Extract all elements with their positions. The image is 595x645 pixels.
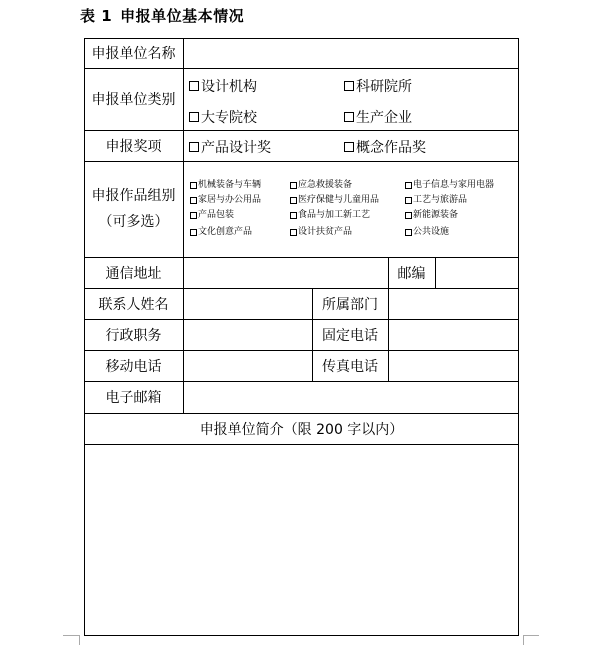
group-option-electronics[interactable]: 电子信息与家用电器 xyxy=(405,180,494,191)
group-option-energy[interactable]: 新能源装备 xyxy=(405,210,458,221)
checkbox[interactable] xyxy=(189,112,199,122)
address-label: 通信地址 xyxy=(105,265,162,282)
checkbox[interactable] xyxy=(290,212,297,219)
department-label: 所属部门 xyxy=(322,296,378,313)
unit-type-option-design[interactable]: 设计机构 xyxy=(189,76,257,96)
group-option-culture[interactable]: 文化创意产品 xyxy=(190,227,252,238)
group-label: 申报作品组别 xyxy=(91,188,176,204)
department-field[interactable] xyxy=(389,289,518,319)
group-option-poverty[interactable]: 设计扶贫产品 xyxy=(290,227,352,238)
group-option-rescue[interactable]: 应急救援装备 xyxy=(290,180,352,191)
award-option-product[interactable]: 产品设计奖 xyxy=(189,137,271,157)
checkbox[interactable] xyxy=(405,212,412,219)
mobile-label: 移动电话 xyxy=(105,358,162,375)
fax-label: 传真电话 xyxy=(322,358,378,375)
award-label: 申报奖项 xyxy=(105,138,162,155)
landline-label: 固定电话 xyxy=(322,327,378,344)
postcode-field[interactable] xyxy=(436,258,518,288)
group-option-public[interactable]: 公共设施 xyxy=(405,227,449,238)
group-option-medical[interactable]: 医疗保健与儿童用品 xyxy=(290,195,379,206)
checkbox[interactable] xyxy=(190,182,197,189)
checkbox[interactable] xyxy=(405,182,412,189)
group-label-cell xyxy=(84,161,183,257)
page-corner-mark xyxy=(79,635,80,645)
group-option-craft[interactable]: 工艺与旅游品 xyxy=(405,195,467,206)
contact-field[interactable] xyxy=(184,289,312,319)
email-label: 电子邮箱 xyxy=(105,390,162,406)
table-title-text: 申报单位基本情况 xyxy=(120,7,245,25)
checkbox[interactable] xyxy=(190,229,197,236)
postcode-label: 邮编 xyxy=(397,265,426,282)
unit-name-label: 申报单位名称 xyxy=(91,46,176,62)
table-number: 表 1 xyxy=(80,7,113,25)
checkbox[interactable] xyxy=(190,212,197,219)
checkbox[interactable] xyxy=(344,81,354,91)
contact-label: 联系人姓名 xyxy=(98,296,169,313)
unit-type-label: 申报单位类别 xyxy=(91,92,176,108)
award-option-concept[interactable]: 概念作品奖 xyxy=(344,137,426,157)
unit-type-option-research[interactable]: 科研院所 xyxy=(344,76,412,96)
checkbox[interactable] xyxy=(344,112,354,122)
checkbox[interactable] xyxy=(344,142,354,152)
checkbox[interactable] xyxy=(405,229,412,236)
page-corner-mark xyxy=(523,635,524,645)
checkbox[interactable] xyxy=(189,142,199,152)
intro-field[interactable] xyxy=(85,445,518,635)
page-corner-mark xyxy=(523,635,539,636)
checkbox[interactable] xyxy=(290,229,297,236)
landline-field[interactable] xyxy=(389,320,518,350)
fax-field[interactable] xyxy=(389,351,518,381)
unit-type-option-college[interactable]: 大专院校 xyxy=(189,107,257,127)
mobile-field[interactable] xyxy=(184,351,312,381)
checkbox[interactable] xyxy=(290,182,297,189)
position-field[interactable] xyxy=(184,320,312,350)
intro-label: 申报单位简介（限 200 字以内） xyxy=(199,421,404,438)
checkbox[interactable] xyxy=(190,197,197,204)
checkbox[interactable] xyxy=(189,81,199,91)
checkbox[interactable] xyxy=(405,197,412,204)
group-option-home-office[interactable]: 家居与办公用品 xyxy=(190,195,261,206)
unit-name-field[interactable] xyxy=(184,39,518,68)
group-option-food[interactable]: 食品与加工新工艺 xyxy=(290,210,370,221)
group-hint: （可多选） xyxy=(98,214,169,230)
checkbox[interactable] xyxy=(290,197,297,204)
group-option-packaging[interactable]: 产品包装 xyxy=(190,210,234,221)
table-title xyxy=(80,5,244,26)
address-field[interactable] xyxy=(184,258,388,288)
position-label: 行政职务 xyxy=(105,327,162,344)
unit-type-option-enterprise[interactable]: 生产企业 xyxy=(344,107,412,127)
page-corner-mark xyxy=(63,635,79,636)
group-option-machinery[interactable]: 机械装备与车辆 xyxy=(190,180,261,191)
email-field[interactable] xyxy=(184,382,518,413)
